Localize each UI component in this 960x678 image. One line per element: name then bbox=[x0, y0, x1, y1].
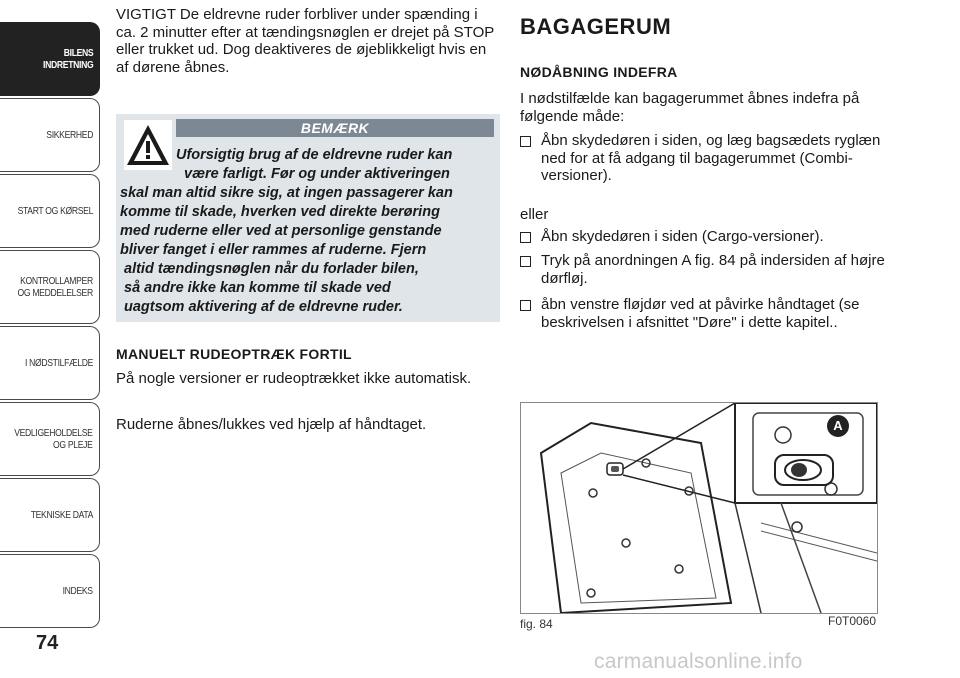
figure-code: F0T0060 bbox=[828, 614, 877, 628]
note-line: være farligt. Før og under aktiveringen bbox=[184, 166, 450, 182]
tab-label: SIKKERHED bbox=[46, 129, 93, 141]
checkbox-bullet-icon bbox=[520, 256, 531, 267]
tab-label: TEKNISKE DATA bbox=[30, 509, 93, 521]
note-line: komme til skade, hverken ved direkte berøring bbox=[120, 204, 440, 220]
tab-indeks[interactable] bbox=[0, 554, 100, 628]
list-item: Åbn skydedøren i siden, og læg bagsædets ryglæn ned for at få adgang til bagagerummet (Combi-versioner). bbox=[520, 132, 900, 185]
manual-paragraph-1: På nogle versioner er rudeoptrækket ikke automatisk. bbox=[116, 370, 472, 387]
callout-a-badge bbox=[827, 415, 849, 437]
tab-sikkerhed[interactable] bbox=[0, 98, 100, 172]
checkbox-bullet-icon bbox=[520, 232, 531, 243]
note-line: Uforsigtig brug af de eldrevne ruder kan bbox=[176, 147, 453, 163]
emergency-intro: I nødstilfælde kan bagagerummet åbnes indefra på følgende måde: bbox=[520, 90, 860, 125]
note-line: med ruderne eller ved at personlige genstande bbox=[120, 223, 442, 239]
note-text bbox=[120, 146, 498, 317]
manual-paragraph-2: Ruderne åbnes/lukkes ved hjælp af håndtaget. bbox=[116, 416, 427, 433]
important-paragraph: VIGTIGT De eldrevne ruder forbliver under spænding i ca. 2 minutter efter at tændingsnøglen er drejet på STOP eller trukket ud. Dog deaktiveres de øjeblikkeligt hvis en af dørene åbnes. bbox=[116, 6, 494, 76]
tab-label: INDEKS bbox=[62, 585, 93, 597]
list-item: åbn venstre fløjdør ved at påvirke håndtaget (se beskrivelsen i afsnittet "Døre" i dette kapitel.. bbox=[520, 296, 900, 331]
subsection-title: NØDÅBNING INDEFRA bbox=[520, 64, 678, 80]
watermark: carmanualsonline.info bbox=[594, 650, 803, 673]
tab-tekniske-data[interactable] bbox=[0, 478, 100, 552]
list-item: Åbn skydedøren i siden (Cargo-versioner). bbox=[520, 228, 900, 246]
list-item: Tryk på anordningen A fig. 84 på indersiden af højre dørfløj. bbox=[520, 252, 900, 287]
tab-vedligeholdelse[interactable] bbox=[0, 402, 100, 476]
tab-label: BILENS INDRETNING bbox=[42, 47, 93, 71]
tab-bilens-indretning[interactable] bbox=[0, 22, 100, 96]
manual-window-heading: MANUELT RUDEOPTRÆK FORTIL bbox=[116, 346, 352, 362]
tab-label: I NØDSTILFÆLDE bbox=[24, 357, 93, 369]
checkbox-bullet-icon bbox=[520, 136, 531, 147]
left-column bbox=[116, 6, 500, 433]
note-line: skal man altid sikre sig, at ingen passagerer kan bbox=[120, 185, 453, 201]
page-number: 74 bbox=[36, 632, 59, 654]
note-line: uagtsom aktivering af de eldrevne ruder. bbox=[124, 299, 403, 315]
tab-label: START OG KØRSEL bbox=[17, 205, 93, 217]
checkbox-bullet-icon bbox=[520, 300, 531, 311]
tab-label: VEDLIGEHOLDELSE OG PLEJE bbox=[14, 427, 93, 451]
figure-caption: fig. 84 bbox=[520, 617, 553, 631]
or-text: eller bbox=[520, 206, 549, 223]
tab-start-og-korsel[interactable] bbox=[0, 174, 100, 248]
callout-a-label: A bbox=[833, 418, 843, 433]
warning-note-box bbox=[116, 114, 500, 322]
note-line: altid tændingsnøglen når du forlader bilen, bbox=[124, 261, 419, 277]
note-line: bliver fanget i eller rammes af ruderne. Fjern bbox=[120, 242, 427, 258]
tab-i-nodstilfaelde[interactable] bbox=[0, 326, 100, 400]
note-line: så andre ikke kan komme til skade ved bbox=[124, 280, 391, 296]
note-header: BEMÆRK bbox=[176, 119, 494, 137]
tab-kontrollamper[interactable] bbox=[0, 250, 100, 324]
tab-label: KONTROLLAMPER OG MEDDELELSER bbox=[17, 275, 94, 299]
figure-84-trunk-door bbox=[520, 402, 878, 614]
right-column bbox=[520, 14, 900, 331]
section-title: BAGAGERUM bbox=[520, 14, 672, 39]
door-illustration bbox=[521, 403, 877, 613]
